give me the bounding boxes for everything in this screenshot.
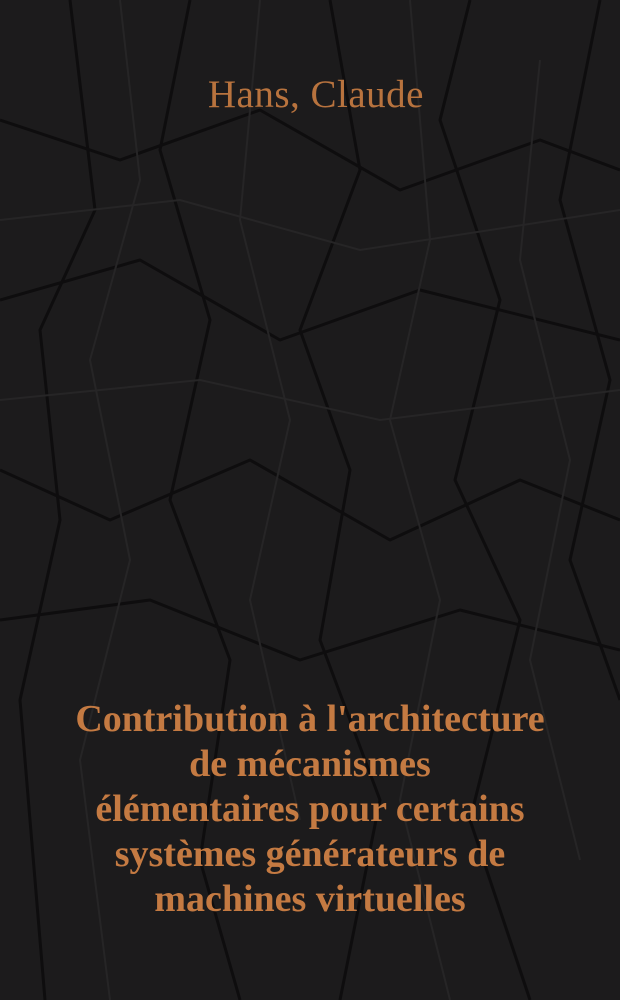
author-name: Hans, Claude [207, 73, 424, 116]
title-line: élémentaires pour certains [95, 788, 525, 830]
title-line: de mécanismes [189, 743, 431, 785]
title-line: Contribution à l'architecture [75, 698, 545, 740]
title-line: machines virtuelles [154, 878, 466, 920]
title-line: systèmes générateurs de [114, 833, 506, 875]
book-title [30, 697, 590, 922]
